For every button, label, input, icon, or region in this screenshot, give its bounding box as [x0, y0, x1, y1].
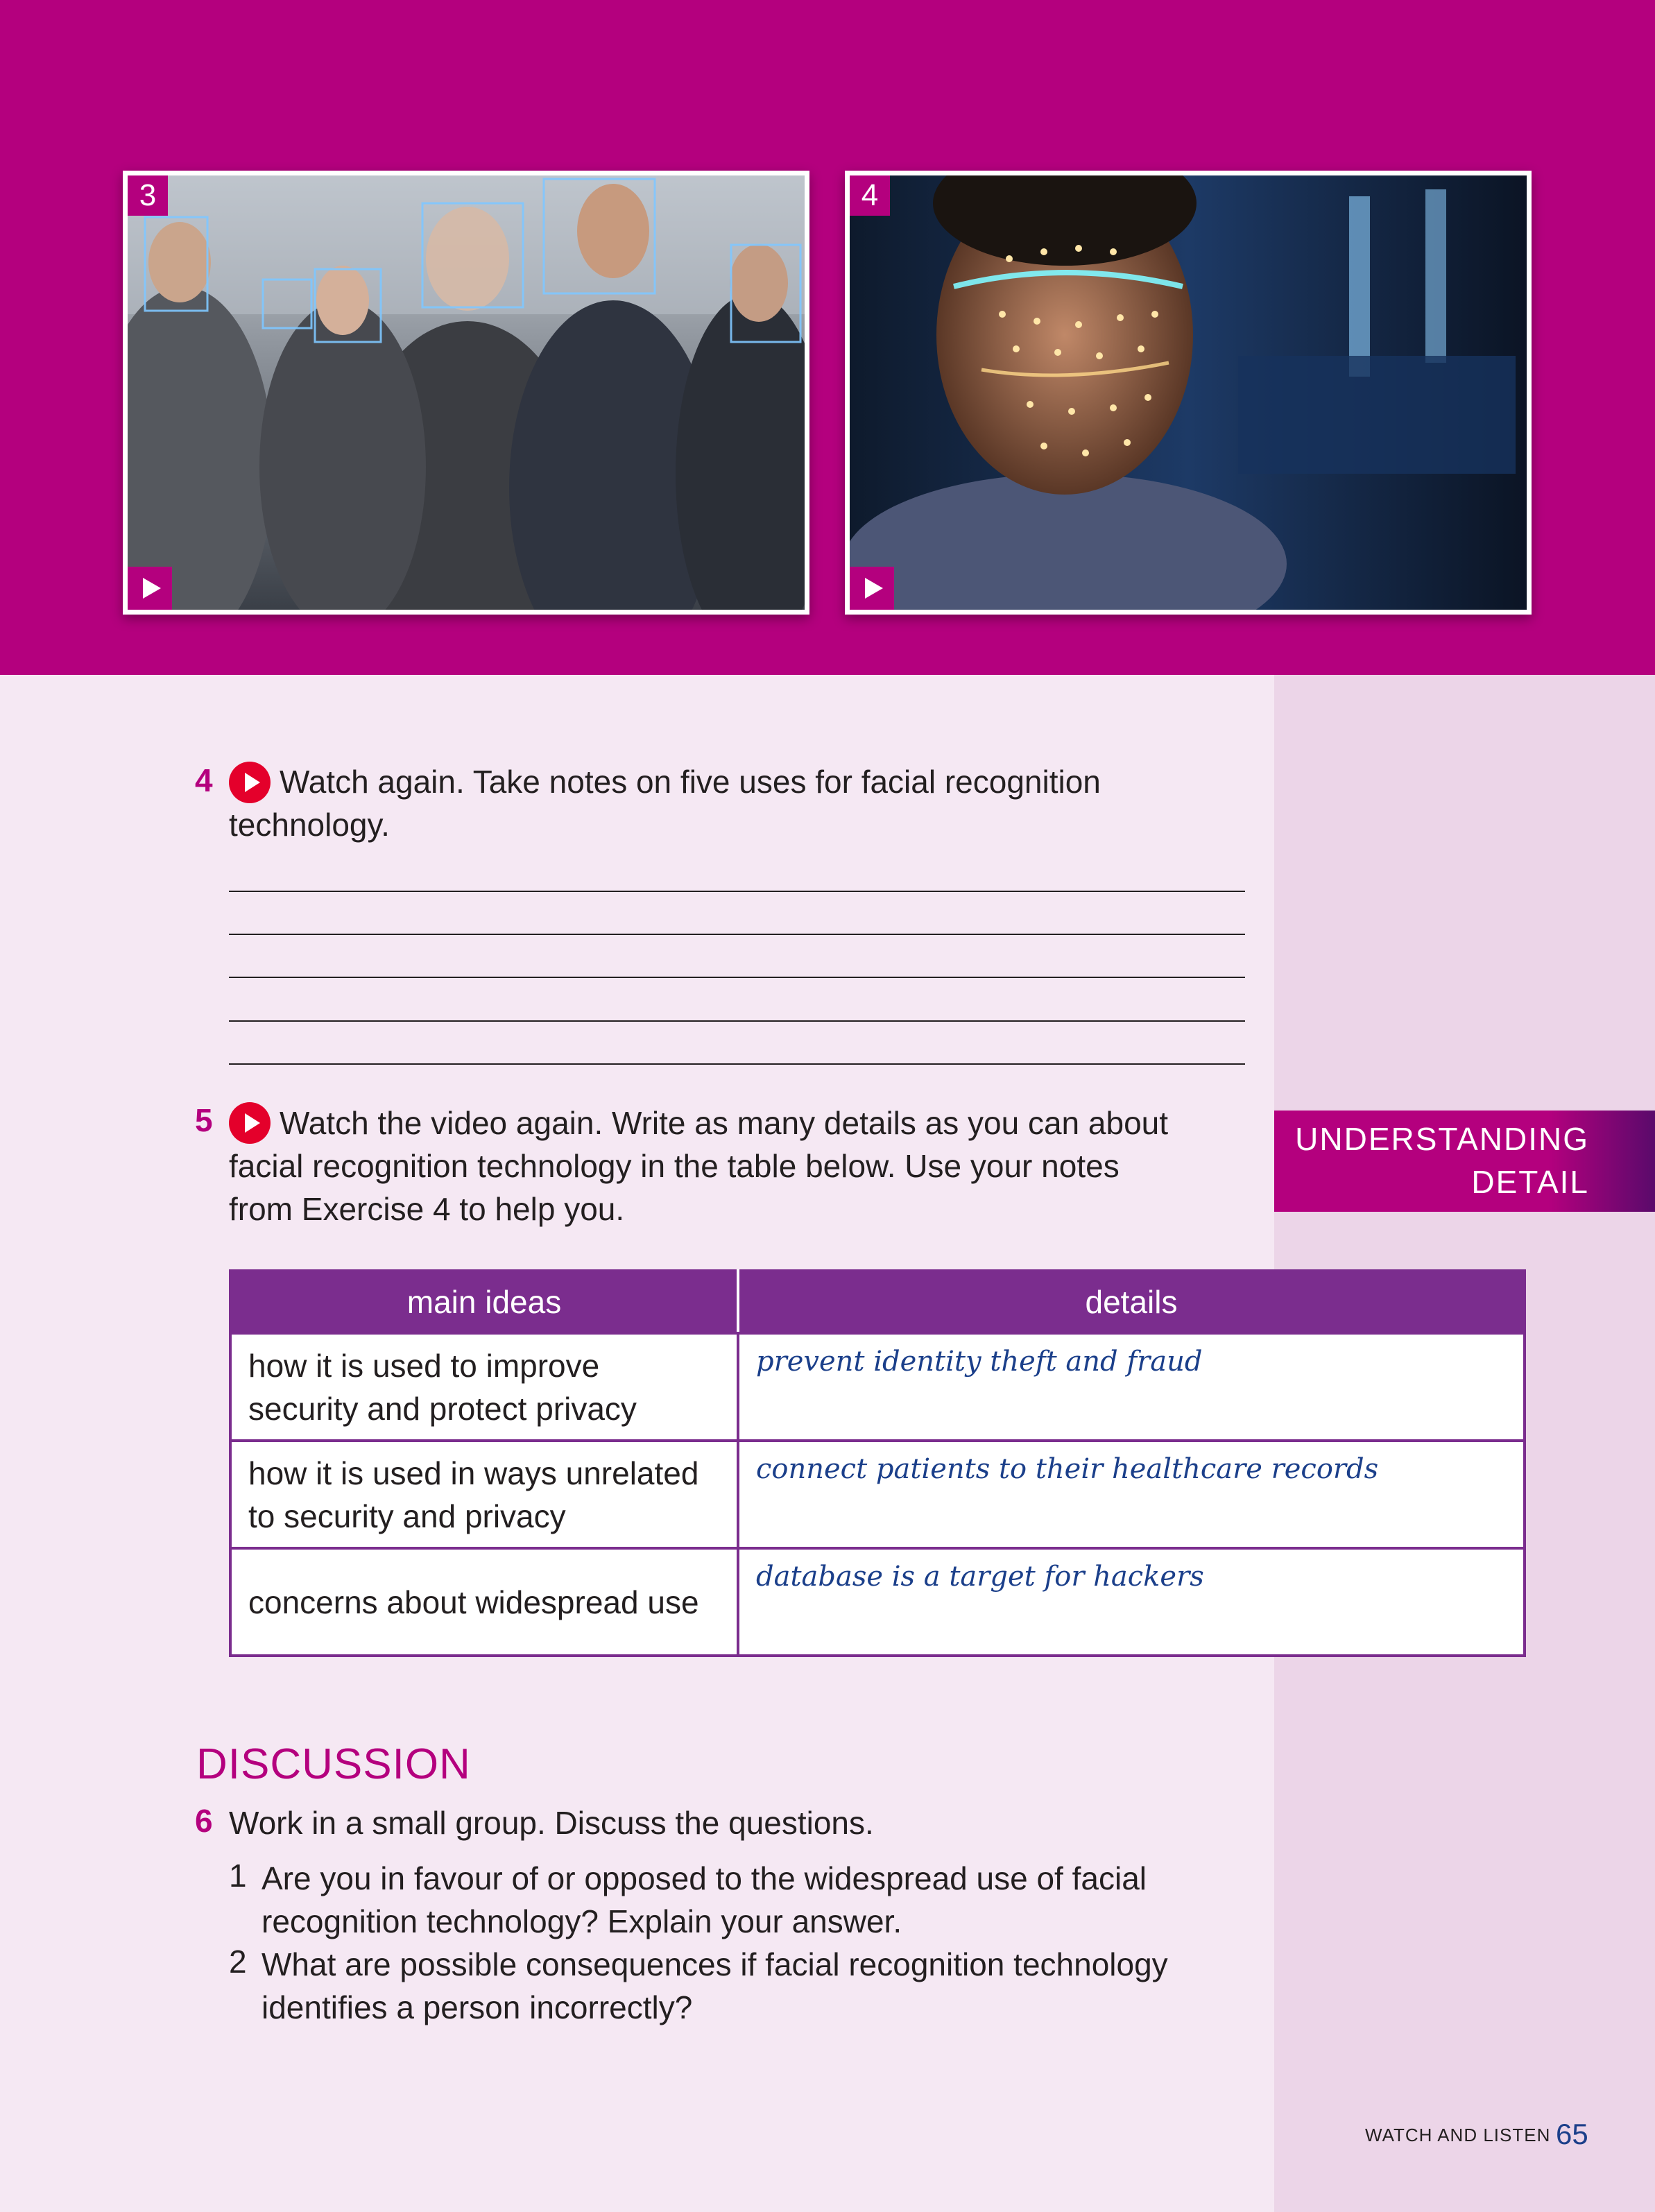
header-details: details	[738, 1271, 1525, 1333]
main-idea-text: how it is used to improve	[248, 1347, 600, 1384]
table-header-row	[230, 1271, 1525, 1333]
details-cell[interactable]: prevent identity theft and fraud	[738, 1333, 1525, 1441]
exercise-number-5: 5	[195, 1102, 213, 1138]
table-row	[230, 1548, 1525, 1656]
question-number: 2	[229, 1944, 247, 1980]
main-idea-text: how it is used in ways unrelated	[248, 1455, 699, 1491]
video-thumbnail-4[interactable]	[845, 171, 1532, 615]
exercise-5-instruction-line2: facial recognition technology in the table below. Use your notes	[229, 1148, 1120, 1184]
question-1-line2: recognition technology? Explain your answer.	[261, 1903, 902, 1939]
main-idea-cell	[230, 1548, 738, 1656]
notes-table	[229, 1269, 1526, 1657]
skill-tab-line2: DETAIL	[1471, 1164, 1589, 1200]
play-icon[interactable]	[850, 567, 894, 610]
skill-tab	[1274, 1111, 1655, 1212]
photo-number-4: 4	[850, 175, 890, 216]
video-play-icon[interactable]	[229, 1102, 271, 1144]
exercise-number-4: 4	[195, 762, 213, 798]
video-thumbnail-3[interactable]	[123, 171, 809, 615]
section-label: WATCH AND LISTEN	[1365, 2125, 1551, 2145]
details-cell[interactable]: database is a target for hackers	[738, 1548, 1525, 1656]
details-cell[interactable]: connect patients to their healthcare records	[738, 1441, 1525, 1548]
video-play-icon[interactable]	[229, 762, 271, 803]
table-row	[230, 1333, 1525, 1441]
exercise-4-instruction-line2: technology.	[229, 807, 390, 843]
exercise-5-instruction-line1: Watch the video again. Write as many details as you can about	[280, 1105, 1169, 1141]
answer-line[interactable]	[229, 977, 1245, 978]
exercise-number-6: 6	[195, 1803, 213, 1839]
question-number: 1	[229, 1858, 247, 1894]
answer-line[interactable]	[229, 891, 1245, 892]
answer-line[interactable]	[229, 1063, 1245, 1065]
answer-line[interactable]	[229, 1020, 1245, 1022]
play-icon[interactable]	[128, 567, 172, 610]
face-scan-photo	[850, 175, 1527, 610]
skill-tab-label	[1295, 1117, 1589, 1203]
exercise-4-instruction-line1: Watch again. Take notes on five uses for facial recognition	[280, 764, 1101, 800]
skill-tab-line1: UNDERSTANDING	[1295, 1121, 1589, 1157]
main-idea-text: to security and privacy	[248, 1498, 566, 1534]
crowd-photo	[128, 175, 805, 610]
main-idea-cell	[230, 1441, 738, 1548]
main-idea-text: security and protect privacy	[248, 1390, 637, 1427]
answer-line[interactable]	[229, 934, 1245, 935]
exercise-5-instruction-line3: from Exercise 4 to help you.	[229, 1191, 625, 1227]
discussion-heading: DISCUSSION	[196, 1740, 471, 1788]
main-idea-text: concerns about widespread use	[248, 1584, 699, 1620]
table-row	[230, 1441, 1525, 1548]
discussion-instruction: Work in a small group. Discuss the questions.	[229, 1805, 874, 1841]
main-idea-cell	[230, 1333, 738, 1441]
header-main-ideas: main ideas	[230, 1271, 738, 1333]
question-1-line1: Are you in favour of or opposed to the widespread use of facial	[261, 1860, 1147, 1896]
page-number: 65	[1556, 2118, 1588, 2150]
question-2-line1: What are possible consequences if facial recognition technology	[261, 1946, 1168, 1982]
photo-number-3: 3	[128, 175, 168, 216]
question-2-line2: identifies a person incorrectly?	[261, 1989, 693, 2025]
